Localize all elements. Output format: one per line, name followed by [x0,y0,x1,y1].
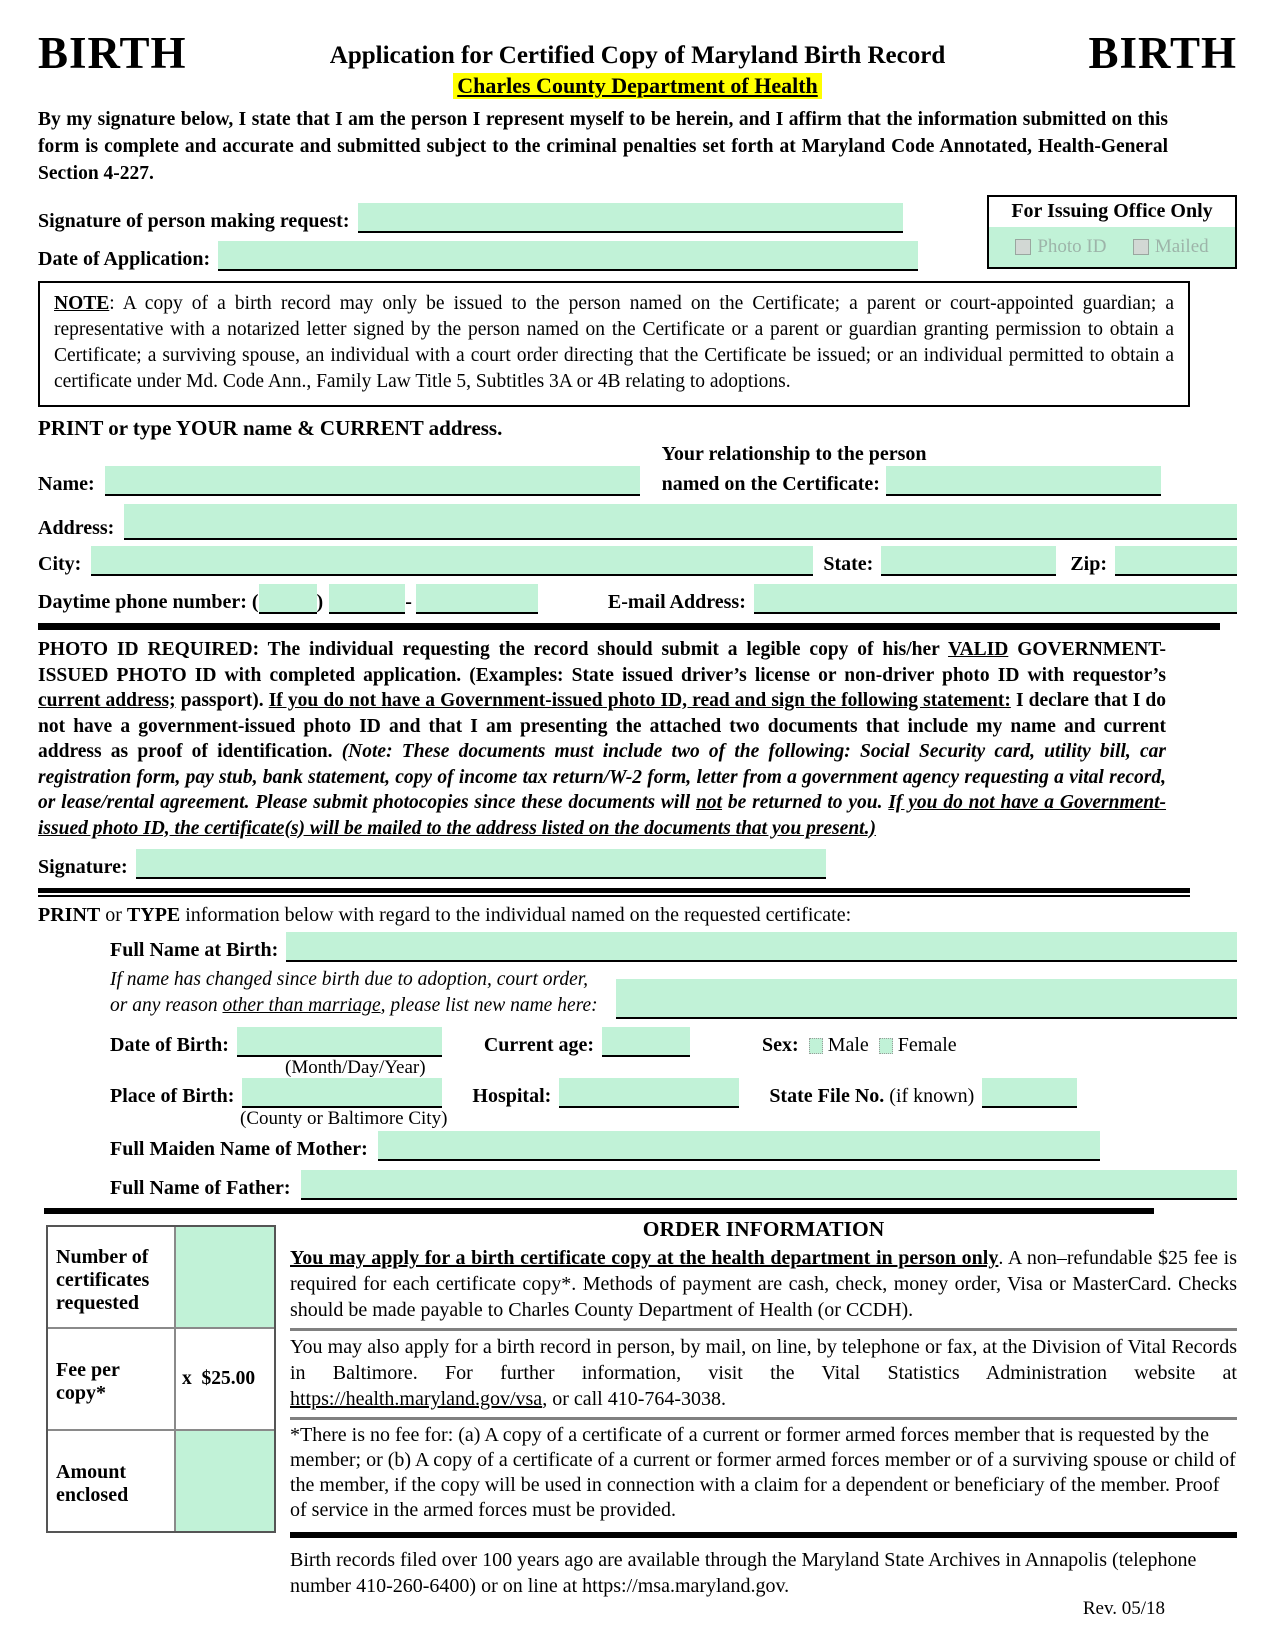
name-field[interactable] [105,466,640,496]
photo-id-seg1: PHOTO ID REQUIRED: The individual requesting the record should submit a legible copy of his/her [38,639,948,660]
amount-enclosed-label: Amount enclosed [48,1431,176,1531]
fee-per-copy-value: x $25.00 [182,1368,256,1389]
section-divider-3 [44,1208,1154,1214]
address-label: Address: [38,517,115,539]
sex-female-checkbox[interactable] [879,1038,893,1054]
issuing-office-box [987,195,1237,269]
phone-area-field[interactable] [259,584,317,614]
order-in-person-block [290,1242,1237,1328]
certificates-requested-field[interactable] [176,1227,274,1327]
relationship-label-line1: Your relationship to the person [661,443,927,465]
father-name-label: Full Name of Father: [110,1177,291,1199]
relationship-field[interactable] [886,466,1161,496]
form-title: Application for Certified Copy of Maryland Birth Record [329,42,946,69]
order-in-person-bold: You may apply for a birth certificate copy at the health department in person only [290,1247,999,1269]
photo-id-seg5: passport). [175,690,269,711]
phone-prefix-field[interactable] [329,584,405,614]
zip-label: Zip: [1070,553,1107,575]
note-text: : A copy of a birth record may only be issued to the person named on the Certificate; a parent or court-appointed guardian; a representative with a notarized letter signed by the person named on the Certificate or a parent or guardian granting permission to obtain a Certificate; a surviving spouse, an individual with a court order directing that the Certificate be issued; or an individual permitted to obtain a certificate under Md. Code Ann., Family Law Title 5, Subtitles 3A or 4B relating to adoptions. [54,293,1174,392]
archives-note: Birth records filed over 100 years ago are available through the Maryland State Archives in Annapolis (telephone number 410-260-6400) or on line at https://msa.maryland.gov. [290,1549,1197,1597]
photo-id-checkbox-label: Photo ID [1037,236,1107,257]
no-id-signature-field[interactable] [136,849,826,879]
date-of-birth-label: Date of Birth: [110,1034,229,1056]
mother-maiden-name-field[interactable] [378,1131,1100,1161]
mailed-checkbox-label: Mailed [1154,236,1209,257]
date-of-application-label: Date of Application: [38,248,211,270]
section-divider-1 [38,623,1220,630]
city-label: City: [38,553,82,575]
photo-id-checkbox[interactable] [1015,239,1031,255]
hospital-field[interactable] [559,1078,739,1108]
name-change-line2-pre: or any reason [110,995,223,1016]
order-vital-records-pre: You may also apply for a birth record in person, by mail, on line, by telephone or fax, at the Division of Vital Records in Baltimore. For further information, visit the Vital Statistics Administration website at [290,1336,1237,1384]
photo-id-current-address: current address; [38,690,176,711]
table-row [48,1329,274,1431]
cert-intro-rest: information below with regard to the individual named on the requested certificate: [180,904,852,926]
mother-maiden-name-label: Full Maiden Name of Mother: [110,1138,368,1160]
sex-label: Sex: [762,1034,799,1056]
order-in-person-rest: . A non–refundable $25 fee is required for each certificate copy*. Methods of payment are cash, check, money order, Visa or MasterCard. Checks should be made payable to Charles County Department of Health (or CCDH). [290,1247,1238,1321]
photo-id-not: not [696,792,723,813]
revision-label: Rev. 05/18 [1082,1598,1165,1619]
pob-format-hint: (County or Baltimore City) [240,1108,448,1129]
sex-male-label: Male [827,1034,869,1056]
order-vital-records-post: , or call 410-764-3038. [542,1388,727,1410]
name-change-note [110,967,598,1019]
birth-label-left: BIRTH [38,28,187,78]
address-field[interactable] [124,504,1237,540]
order-vital-records-block [290,1331,1237,1417]
city-field[interactable] [91,546,813,576]
state-label: State: [823,553,874,575]
order-divider-3 [290,1532,1237,1538]
no-fee-note: *There is no fee for: (a) A copy of a certificate of a current or former armed forces member that is requested by the member; or (b) A copy of a certificate of a current or former armed forces member or of a surviving spouse or child of the member, if the copy will be used in connection with a claim for a dependent or beneficiary of the member. Proof of service in the armed forces must be provided. [290,1424,1236,1521]
date-of-birth-field[interactable] [237,1027,442,1057]
amount-enclosed-field[interactable] [176,1431,274,1531]
name-change-line1: If name has changed since birth due to adoption, court order, [110,969,589,990]
name-change-other-than-marriage: other than marriage [222,995,381,1016]
zip-field[interactable] [1115,546,1237,576]
cert-intro-print: PRINT [38,904,101,926]
state-file-no-hint: (if known) [884,1085,975,1107]
mailed-checkbox[interactable] [1133,239,1149,255]
email-label: E-mail Address: [607,591,746,613]
order-information-title: ORDER INFORMATION [642,1217,885,1241]
birth-label-right: BIRTH [1088,28,1237,78]
photo-id-no-id-statement: If you do not have a Government-issued photo ID, read and sign the following statement: [268,690,1011,711]
certificates-requested-label: Number of certificates requested [48,1227,176,1327]
date-of-application-field[interactable] [218,241,918,271]
certificate-section-intro [38,904,1237,927]
signature-request-field[interactable] [358,203,903,233]
phone-label: Daytime phone number: ( [38,591,259,613]
place-of-birth-field[interactable] [242,1078,442,1108]
phone-dash: - [405,591,412,613]
order-fee-table [46,1225,276,1533]
cert-intro-or: or [100,904,127,926]
hospital-label: Hospital: [472,1085,552,1107]
current-age-field[interactable] [602,1027,690,1057]
father-name-field[interactable] [301,1170,1237,1200]
dob-format-hint: (Month/Day/Year) [285,1057,426,1078]
cert-intro-type: TYPE [126,904,181,926]
fee-per-copy-label: Fee per copy* [48,1329,176,1429]
new-name-field[interactable] [616,979,1237,1019]
photo-id-valid: VALID [948,639,1009,660]
photo-id-seg7: I declare that I do not have a government-issued photo ID and that I am presenting the attached two documents that include my name and current address as proof of identification. [38,690,1166,762]
vsa-website-link[interactable]: https://health.maryland.gov/vsa [290,1388,543,1410]
relationship-label-line2: named on the Certificate: [661,473,880,495]
requester-section-heading: PRINT or type YOUR name & CURRENT address. [38,416,503,440]
department-name: Charles County Department of Health [453,73,822,99]
name-label: Name: [38,473,95,495]
photo-id-seg10: be returned to you. [722,792,889,813]
sex-female-label: Female [897,1034,957,1056]
full-name-at-birth-field[interactable] [286,932,1237,962]
photo-id-seg3: GOVERNMENT-ISSUED PHOTO ID with completed application. (Examples: State issued driver’s license or non-driver photo ID with requestor’s [38,639,1166,686]
current-age-label: Current age: [483,1034,595,1056]
signature-request-label: Signature of person making request: [38,210,350,232]
phone-close-paren: ) [316,591,324,613]
sex-male-checkbox[interactable] [809,1038,823,1054]
state-field[interactable] [881,546,1056,576]
state-file-no-label [769,1085,974,1108]
affirmation-statement: By my signature below, I state that I am the person I represent myself to be herein, and I affirm that the information submitted on this form is complete and accurate and submitted subject to the criminal penalties set forth at Maryland Code Annotated, Health-General Section 4-227. [38,109,1168,184]
section-divider-2 [38,888,1190,897]
name-change-line2-post: , please list new name here: [380,995,598,1016]
name-change-line2 [110,993,598,1019]
full-name-at-birth-label: Full Name at Birth: [110,939,279,961]
table-row [48,1227,274,1329]
no-id-signature-label: Signature: [38,856,128,878]
state-file-no-bold: State File No. [769,1085,885,1107]
form-header [38,30,1237,99]
note-box [38,281,1190,407]
issuing-office-title: For Issuing Office Only [1011,200,1213,222]
note-label: NOTE [54,293,110,314]
table-row [48,1431,274,1531]
photo-id-requirement [38,637,1166,841]
place-of-birth-label: Place of Birth: [110,1085,235,1107]
email-field[interactable] [754,584,1237,614]
photo-id-mailed-note: If you do not have a Government-issued photo ID, the certificate(s) will be mailed to the address listed on the documents that you present.) [38,792,1167,839]
photo-id-note-italic: (Note: These documents must include two of the following: Social Security card, utility bill, car registration form, pay stub, bank statement, copy of income tax return/W-2 form, letter from a government agency requesting a vital record, or lease/rental agreement. Please submit photocopies since these documents will [38,741,1167,813]
state-file-no-field[interactable] [982,1078,1077,1108]
phone-line-field[interactable] [416,584,538,614]
